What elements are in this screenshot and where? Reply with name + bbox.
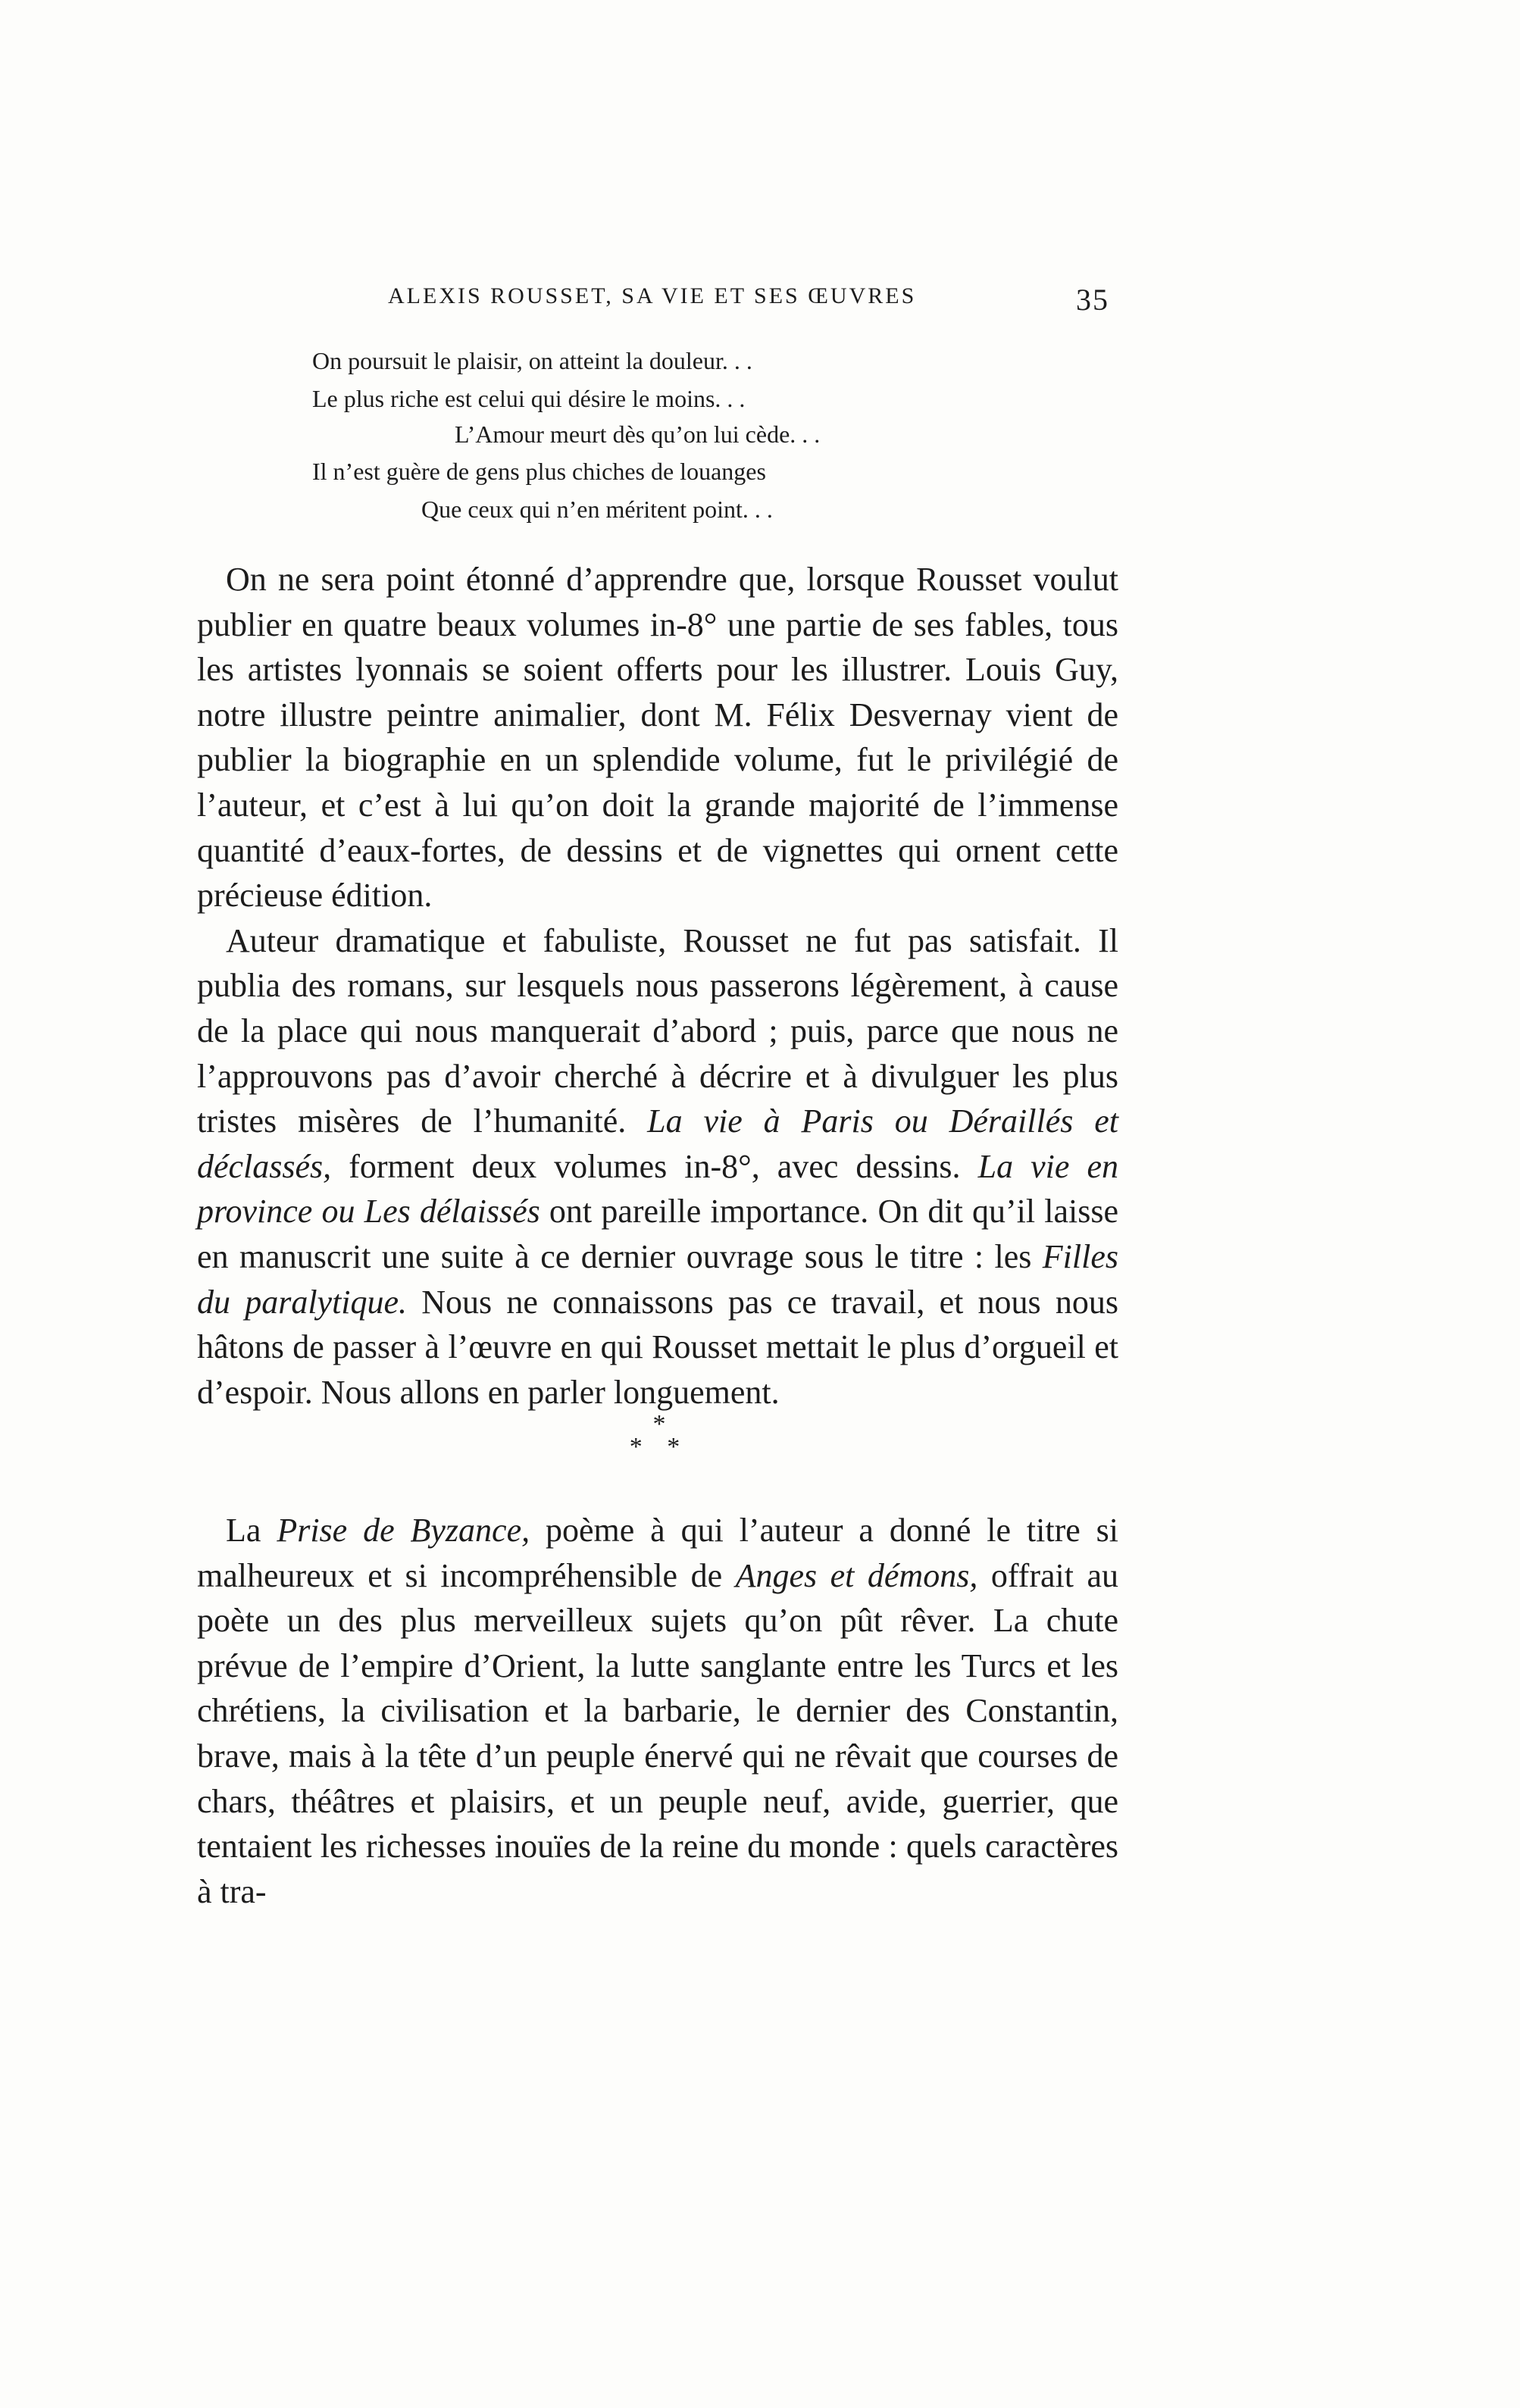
verse-line-2: Le plus riche est celui qui désire le moins. . . bbox=[312, 385, 746, 412]
paragraph-3-title-2: Anges et démons, bbox=[735, 1556, 978, 1594]
paragraph-2-text-3: ont pareille importance. On dit qu’il laisse en manuscrit une suite à ce dernier ouvrage sous le titre : les bbox=[197, 1193, 1118, 1275]
paragraph-2-title-3: Filles du paralytique. bbox=[197, 1237, 1118, 1321]
paragraph-2-text-1: Auteur dramatique et fabuliste, Rousset ne fut pas satisfait. Il publia des romans, sur lesquels nous passerons légèrement, à cause de la place qui nous manquerait d’abord ; puis, parce que nous ne l’approuvons pas d’avoir cherché à décrire et à divulguer les plus tristes misères de l’humanité. bbox=[197, 921, 1118, 1140]
paragraph-3-text-3: offrait au poète un des plus merveilleux sujets qu’on pût rêver. La chute prévue de l’empire d’Orient, la lutte sanglante entre les Turcs et les chrétiens, la civilisation et la barbarie, le dernier des Constantin, brave, mais à la tête d’un peuple énervé qui ne rêvait que courses de chars, théâtres et plaisirs, et un peuple neuf, avide, guerrier, que tentaient les richesses inouïes de la reine du monde : quels caractères à tra- bbox=[197, 1556, 1118, 1910]
paragraph-3-text-2: poème à qui l’auteur a donné le titre si malheureux et si incompréhensible de bbox=[197, 1512, 1118, 1594]
paragraph-2-title-1: La vie à Paris ou Déraillés et déclassés, bbox=[197, 1102, 1118, 1185]
asterism-top: * bbox=[652, 1410, 666, 1438]
paragraph-2-title-2: La vie en province ou Les délaissés bbox=[197, 1147, 1118, 1231]
page-number: 35 bbox=[1076, 283, 1109, 317]
verse-line-1: On poursuit le plaisir, on atteint la douleur. . . bbox=[312, 347, 752, 374]
verse-line-3: L’Amour meurt dès qu’on lui cède. . . bbox=[455, 421, 821, 448]
body-text-block-2 bbox=[197, 1508, 1118, 1914]
verse-line-5: Que ceux qui n’en méritent point. . . bbox=[421, 496, 773, 523]
verse-line-4: Il n’est guère de gens plus chiches de louanges bbox=[312, 458, 766, 485]
paragraph-2-text-2: forment deux volumes in-8°, avec dessins. bbox=[331, 1147, 978, 1185]
running-head: ALEXIS ROUSSET, SA VIE ET SES ŒUVRES bbox=[388, 283, 917, 308]
section-asterism bbox=[629, 1410, 690, 1461]
paragraph-2 bbox=[197, 918, 1118, 1415]
paragraph-3-title-1: Prise de Byzance, bbox=[277, 1512, 530, 1549]
paragraph-2-text-4: Nous ne connaissons pas ce travail, et nous nous hâtons de passer à l’œuvre en qui Rousset mettait le plus d’orgueil et d’espoir. Nous allons en parler longuement. bbox=[197, 1283, 1118, 1411]
paragraph-1: On ne sera point étonné d’apprendre que, lorsque Rousset voulut publier en quatre beaux volumes in-8° une partie de ses fables, tous les artistes lyonnais se soient offerts pour les illustrer. Louis Guy, notre illustre peintre animalier, dont M. Félix Desvernay vient de publier la biographie en un splendide volume, fut le privilégié de l’auteur, et c’est à lui qu’on doit la grande majorité de l’immense quantité d’eaux-fortes, de dessins et de vignettes qui ornent cette précieuse édition. bbox=[197, 561, 1118, 915]
paragraph-3 bbox=[197, 1508, 1118, 1914]
body-text-block bbox=[197, 557, 1118, 1415]
paragraph-3-text-1: La bbox=[226, 1512, 277, 1549]
asterism-bottom: * * bbox=[629, 1433, 690, 1461]
